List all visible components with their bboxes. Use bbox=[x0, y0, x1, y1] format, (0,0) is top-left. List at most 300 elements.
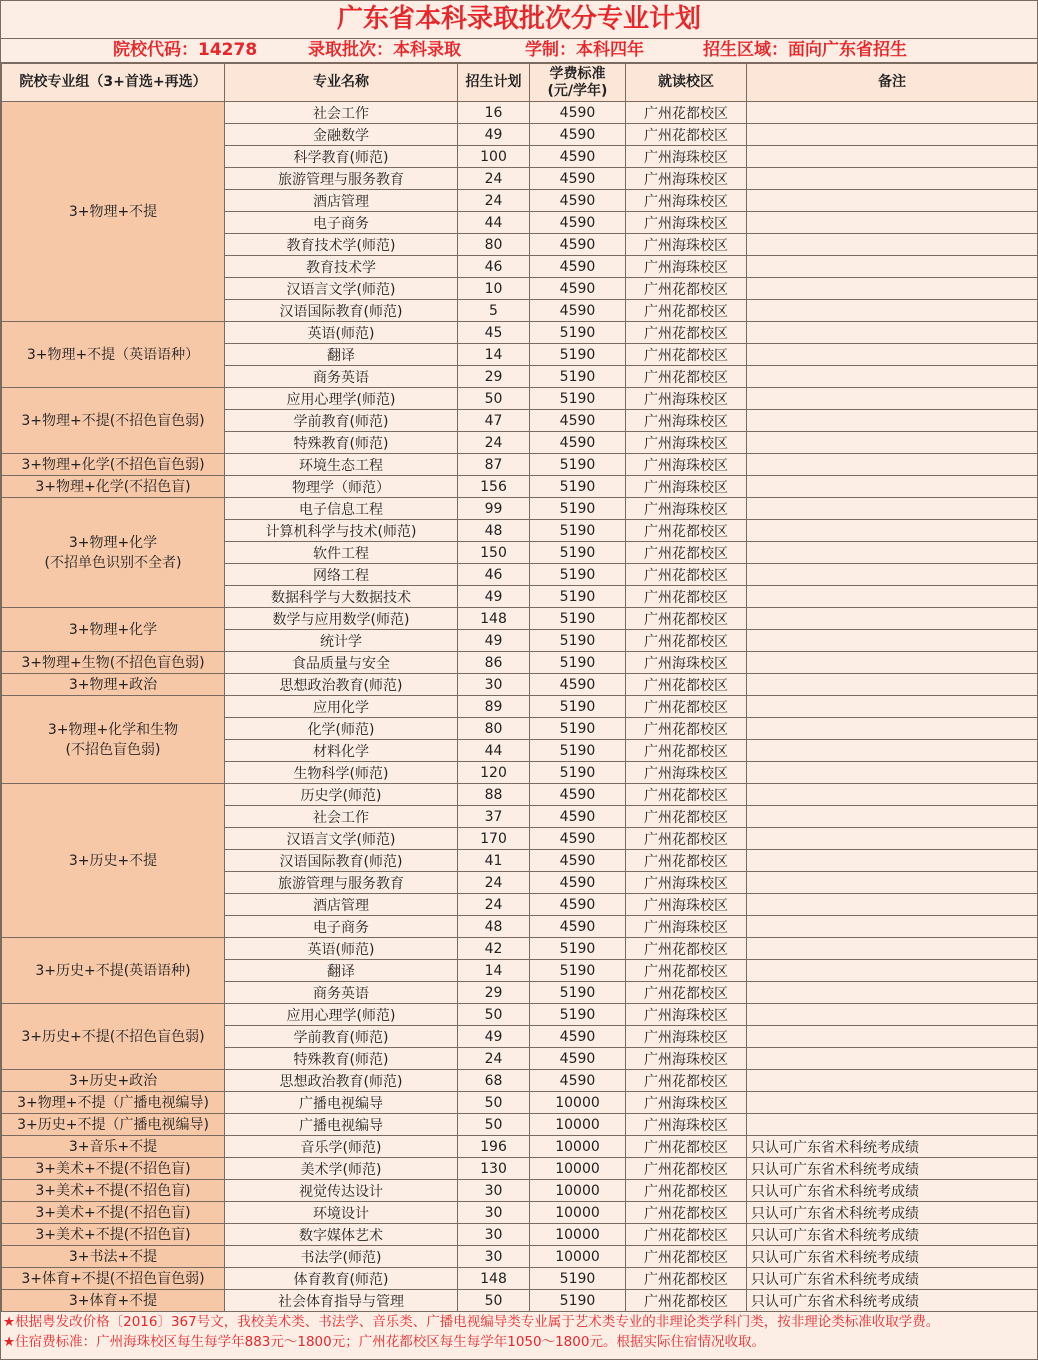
campus-cell: 广州花都校区 bbox=[626, 1180, 747, 1202]
note-cell bbox=[747, 124, 1038, 146]
note-cell bbox=[747, 762, 1038, 784]
fee-cell: 5190 bbox=[530, 938, 626, 960]
note-cell bbox=[747, 190, 1038, 212]
campus-cell: 广州海珠校区 bbox=[626, 256, 747, 278]
major-cell: 特殊教育(师范) bbox=[225, 1048, 458, 1070]
fee-cell: 4590 bbox=[530, 894, 626, 916]
table-row bbox=[2, 1268, 1038, 1290]
note-cell bbox=[747, 432, 1038, 454]
campus-cell: 广州海珠校区 bbox=[626, 454, 747, 476]
group-cell: 3+物理+化学和生物 (不招色盲色弱) bbox=[2, 696, 225, 784]
major-cell: 电子商务 bbox=[225, 916, 458, 938]
group-cell: 3+音乐+不提 bbox=[2, 1136, 225, 1158]
fee-cell: 4590 bbox=[530, 674, 626, 696]
plan-cell: 130 bbox=[458, 1158, 530, 1180]
fee-cell: 5190 bbox=[530, 520, 626, 542]
campus-cell: 广州花都校区 bbox=[626, 696, 747, 718]
plan-cell: 30 bbox=[458, 1246, 530, 1268]
campus-cell: 广州海珠校区 bbox=[626, 894, 747, 916]
plan-cell: 86 bbox=[458, 652, 530, 674]
header-fee bbox=[530, 64, 626, 102]
note-cell: 只认可广东省术科统考成绩 bbox=[747, 1202, 1038, 1224]
table-row bbox=[2, 1202, 1038, 1224]
major-cell: 软件工程 bbox=[225, 542, 458, 564]
major-cell: 数字媒体艺术 bbox=[225, 1224, 458, 1246]
note-cell bbox=[747, 1092, 1038, 1114]
table-header-row bbox=[2, 64, 1038, 102]
fee-cell: 5190 bbox=[530, 498, 626, 520]
major-cell: 汉语言文学(师范) bbox=[225, 828, 458, 850]
fee-cell: 5190 bbox=[530, 366, 626, 388]
note-cell bbox=[747, 916, 1038, 938]
fee-cell: 5190 bbox=[530, 608, 626, 630]
campus-cell: 广州海珠校区 bbox=[626, 476, 747, 498]
enrollment-region: 招生区域：面向广东省招生 bbox=[703, 40, 907, 60]
major-cell: 电子信息工程 bbox=[225, 498, 458, 520]
plan-cell: 49 bbox=[458, 586, 530, 608]
campus-cell: 广州花都校区 bbox=[626, 1136, 747, 1158]
plan-cell: 24 bbox=[458, 1048, 530, 1070]
note-cell bbox=[747, 146, 1038, 168]
fee-cell: 10000 bbox=[530, 1158, 626, 1180]
campus-cell: 广州花都校区 bbox=[626, 586, 747, 608]
fee-cell: 4590 bbox=[530, 784, 626, 806]
fee-cell: 4590 bbox=[530, 300, 626, 322]
plan-cell: 30 bbox=[458, 1224, 530, 1246]
note-cell bbox=[747, 850, 1038, 872]
major-cell: 视觉传达设计 bbox=[225, 1180, 458, 1202]
plan-cell: 41 bbox=[458, 850, 530, 872]
group-cell: 3+历史+不提 bbox=[2, 784, 225, 938]
campus-cell: 广州花都校区 bbox=[626, 938, 747, 960]
note-cell: 只认可广东省术科统考成绩 bbox=[747, 1180, 1038, 1202]
campus-cell: 广州海珠校区 bbox=[626, 168, 747, 190]
group-cell: 3+物理+化学 bbox=[2, 608, 225, 652]
fee-cell: 10000 bbox=[530, 1202, 626, 1224]
table-row bbox=[2, 1092, 1038, 1114]
plan-cell: 50 bbox=[458, 1004, 530, 1026]
table-row bbox=[2, 1290, 1038, 1312]
plan-cell: 14 bbox=[458, 960, 530, 982]
group-cell: 3+物理+不提(不招色盲色弱) bbox=[2, 388, 225, 454]
campus-cell: 广州花都校区 bbox=[626, 124, 747, 146]
campus-cell: 广州海珠校区 bbox=[626, 1004, 747, 1026]
header-fee-line1: 学费标准 bbox=[549, 65, 606, 82]
plan-cell: 44 bbox=[458, 740, 530, 762]
plan-cell: 148 bbox=[458, 608, 530, 630]
plan-cell: 16 bbox=[458, 102, 530, 124]
plan-cell: 29 bbox=[458, 366, 530, 388]
plan-cell: 148 bbox=[458, 1268, 530, 1290]
plan-cell: 45 bbox=[458, 322, 530, 344]
campus-cell: 广州花都校区 bbox=[626, 1290, 747, 1312]
campus-cell: 广州花都校区 bbox=[626, 542, 747, 564]
note-cell bbox=[747, 1070, 1038, 1092]
group-cell: 3+书法+不提 bbox=[2, 1246, 225, 1268]
table-row bbox=[2, 322, 1038, 344]
major-cell: 音乐学(师范) bbox=[225, 1136, 458, 1158]
table-row bbox=[2, 1180, 1038, 1202]
plan-cell: 99 bbox=[458, 498, 530, 520]
plan-cell: 24 bbox=[458, 894, 530, 916]
campus-cell: 广州海珠校区 bbox=[626, 498, 747, 520]
note-cell bbox=[747, 322, 1038, 344]
header-fee-line2: (元/学年) bbox=[547, 82, 608, 99]
major-cell: 计算机科学与技术(师范) bbox=[225, 520, 458, 542]
note-cell bbox=[747, 256, 1038, 278]
plan-cell: 24 bbox=[458, 432, 530, 454]
note-cell bbox=[747, 410, 1038, 432]
major-cell: 物理学（师范） bbox=[225, 476, 458, 498]
fee-cell: 5190 bbox=[530, 740, 626, 762]
group-cell: 3+物理+化学(不招色盲) bbox=[2, 476, 225, 498]
group-cell: 3+物理+化学(不招色盲色弱) bbox=[2, 454, 225, 476]
note-cell bbox=[747, 652, 1038, 674]
campus-cell: 广州花都校区 bbox=[626, 982, 747, 1004]
fee-cell: 5190 bbox=[530, 322, 626, 344]
major-cell: 商务英语 bbox=[225, 982, 458, 1004]
fee-cell: 10000 bbox=[530, 1180, 626, 1202]
major-cell: 汉语国际教育(师范) bbox=[225, 300, 458, 322]
major-cell: 特殊教育(师范) bbox=[225, 432, 458, 454]
major-cell: 思想政治教育(师范) bbox=[225, 1070, 458, 1092]
major-cell: 应用心理学(师范) bbox=[225, 1004, 458, 1026]
campus-cell: 广州海珠校区 bbox=[626, 1048, 747, 1070]
campus-cell: 广州花都校区 bbox=[626, 740, 747, 762]
plan-cell: 14 bbox=[458, 344, 530, 366]
plan-cell: 80 bbox=[458, 718, 530, 740]
note-cell bbox=[747, 542, 1038, 564]
major-cell: 社会工作 bbox=[225, 806, 458, 828]
group-cell: 3+历史+政治 bbox=[2, 1070, 225, 1092]
group-cell: 3+物理+不提 bbox=[2, 102, 225, 322]
note-cell bbox=[747, 740, 1038, 762]
major-cell: 科学教育(师范) bbox=[225, 146, 458, 168]
note-cell: 只认可广东省术科统考成绩 bbox=[747, 1158, 1038, 1180]
fee-cell: 4590 bbox=[530, 124, 626, 146]
major-cell: 金融数学 bbox=[225, 124, 458, 146]
fee-cell: 10000 bbox=[530, 1092, 626, 1114]
major-cell: 酒店管理 bbox=[225, 894, 458, 916]
note-cell bbox=[747, 388, 1038, 410]
campus-cell: 广州海珠校区 bbox=[626, 432, 747, 454]
group-cell: 3+历史+不提(英语语种) bbox=[2, 938, 225, 1004]
note-cell bbox=[747, 674, 1038, 696]
campus-cell: 广州海珠校区 bbox=[626, 872, 747, 894]
major-cell: 酒店管理 bbox=[225, 190, 458, 212]
plan-cell: 88 bbox=[458, 784, 530, 806]
fee-cell: 4590 bbox=[530, 256, 626, 278]
note-cell bbox=[747, 630, 1038, 652]
table-row bbox=[2, 102, 1038, 124]
fee-cell: 5190 bbox=[530, 564, 626, 586]
note-cell bbox=[747, 564, 1038, 586]
major-cell: 数学与应用数学(师范) bbox=[225, 608, 458, 630]
plan-cell: 29 bbox=[458, 982, 530, 1004]
campus-cell: 广州花都校区 bbox=[626, 322, 747, 344]
fee-cell: 5190 bbox=[530, 476, 626, 498]
major-cell: 英语(师范) bbox=[225, 938, 458, 960]
campus-cell: 广州海珠校区 bbox=[626, 388, 747, 410]
plan-table bbox=[1, 63, 1038, 1312]
fee-cell: 4590 bbox=[530, 1026, 626, 1048]
note-cell bbox=[747, 278, 1038, 300]
table-row bbox=[2, 476, 1038, 498]
campus-cell: 广州花都校区 bbox=[626, 960, 747, 982]
fee-cell: 5190 bbox=[530, 1290, 626, 1312]
major-cell: 应用化学 bbox=[225, 696, 458, 718]
note-cell: 只认可广东省术科统考成绩 bbox=[747, 1290, 1038, 1312]
plan-cell: 156 bbox=[458, 476, 530, 498]
note-cell bbox=[747, 476, 1038, 498]
campus-cell: 广州花都校区 bbox=[626, 784, 747, 806]
fee-cell: 10000 bbox=[530, 1224, 626, 1246]
plan-cell: 37 bbox=[458, 806, 530, 828]
major-cell: 学前教育(师范) bbox=[225, 410, 458, 432]
header-group: 院校专业组（3+首选+再选） bbox=[2, 64, 225, 102]
campus-cell: 广州花都校区 bbox=[626, 278, 747, 300]
major-cell: 环境生态工程 bbox=[225, 454, 458, 476]
plan-cell: 120 bbox=[458, 762, 530, 784]
group-cell: 3+物理+化学 (不招单色识别不全者) bbox=[2, 498, 225, 608]
plan-cell: 50 bbox=[458, 1114, 530, 1136]
fee-cell: 4590 bbox=[530, 872, 626, 894]
plan-cell: 80 bbox=[458, 234, 530, 256]
campus-cell: 广州海珠校区 bbox=[626, 146, 747, 168]
table-row bbox=[2, 1004, 1038, 1026]
major-cell: 翻译 bbox=[225, 960, 458, 982]
footer-note-dorm: ★住宿费标准：广州海珠校区每生每学年883元～1800元；广州花都校区每生每学年1050～1800元。根据实际住宿情况收取。 bbox=[3, 1334, 765, 1350]
campus-cell: 广州花都校区 bbox=[626, 608, 747, 630]
note-cell bbox=[747, 982, 1038, 1004]
major-cell: 应用心理学(师范) bbox=[225, 388, 458, 410]
campus-cell: 广州海珠校区 bbox=[626, 190, 747, 212]
group-cell: 3+历史+不提(不招色盲色弱) bbox=[2, 1004, 225, 1070]
fee-cell: 4590 bbox=[530, 410, 626, 432]
plan-cell: 49 bbox=[458, 124, 530, 146]
group-cell: 3+体育+不提 bbox=[2, 1290, 225, 1312]
plan-cell: 24 bbox=[458, 872, 530, 894]
major-cell: 社会工作 bbox=[225, 102, 458, 124]
fee-cell: 4590 bbox=[530, 102, 626, 124]
major-cell: 英语(师范) bbox=[225, 322, 458, 344]
plan-cell: 30 bbox=[458, 1202, 530, 1224]
plan-cell: 46 bbox=[458, 564, 530, 586]
campus-cell: 广州花都校区 bbox=[626, 828, 747, 850]
note-cell bbox=[747, 718, 1038, 740]
plan-cell: 50 bbox=[458, 1290, 530, 1312]
fee-cell: 10000 bbox=[530, 1114, 626, 1136]
note-cell bbox=[747, 784, 1038, 806]
note-cell bbox=[747, 1114, 1038, 1136]
note-cell bbox=[747, 872, 1038, 894]
group-cell: 3+物理+政治 bbox=[2, 674, 225, 696]
fee-cell: 5190 bbox=[530, 586, 626, 608]
campus-cell: 广州花都校区 bbox=[626, 1246, 747, 1268]
campus-cell: 广州花都校区 bbox=[626, 718, 747, 740]
major-cell: 广播电视编导 bbox=[225, 1114, 458, 1136]
major-cell: 体育教育(师范) bbox=[225, 1268, 458, 1290]
table-row bbox=[2, 938, 1038, 960]
fee-cell: 5190 bbox=[530, 1004, 626, 1026]
major-cell: 旅游管理与服务教育 bbox=[225, 168, 458, 190]
plan-table-body bbox=[2, 102, 1038, 1312]
table-row bbox=[2, 1246, 1038, 1268]
campus-cell: 广州花都校区 bbox=[626, 564, 747, 586]
fee-cell: 5190 bbox=[530, 344, 626, 366]
major-cell: 网络工程 bbox=[225, 564, 458, 586]
fee-cell: 4590 bbox=[530, 278, 626, 300]
campus-cell: 广州海珠校区 bbox=[626, 916, 747, 938]
campus-cell: 广州花都校区 bbox=[626, 1202, 747, 1224]
major-cell: 广播电视编导 bbox=[225, 1092, 458, 1114]
group-cell: 3+美术+不提(不招色盲) bbox=[2, 1202, 225, 1224]
group-cell: 3+体育+不提(不招色盲色弱) bbox=[2, 1268, 225, 1290]
group-cell: 3+物理+不提（广播电视编导) bbox=[2, 1092, 225, 1114]
fee-cell: 5190 bbox=[530, 718, 626, 740]
fee-cell: 4590 bbox=[530, 828, 626, 850]
major-cell: 汉语国际教育(师范) bbox=[225, 850, 458, 872]
table-row bbox=[2, 1224, 1038, 1246]
plan-cell: 24 bbox=[458, 168, 530, 190]
table-row bbox=[2, 1158, 1038, 1180]
major-cell: 书法学(师范) bbox=[225, 1246, 458, 1268]
study-duration: 学制：本科四年 bbox=[525, 40, 644, 60]
footer-notes bbox=[1, 1312, 1037, 1352]
fee-cell: 4590 bbox=[530, 432, 626, 454]
campus-cell: 广州海珠校区 bbox=[626, 1092, 747, 1114]
table-row bbox=[2, 652, 1038, 674]
major-cell: 教育技术学 bbox=[225, 256, 458, 278]
note-cell: 只认可广东省术科统考成绩 bbox=[747, 1246, 1038, 1268]
table-row bbox=[2, 1070, 1038, 1092]
note-cell bbox=[747, 212, 1038, 234]
note-cell bbox=[747, 806, 1038, 828]
table-row bbox=[2, 388, 1038, 410]
note-cell: 只认可广东省术科统考成绩 bbox=[747, 1224, 1038, 1246]
note-cell bbox=[747, 608, 1038, 630]
fee-cell: 4590 bbox=[530, 212, 626, 234]
fee-cell: 10000 bbox=[530, 1136, 626, 1158]
campus-cell: 广州海珠校区 bbox=[626, 1026, 747, 1048]
plan-cell: 50 bbox=[458, 1092, 530, 1114]
note-cell bbox=[747, 168, 1038, 190]
campus-cell: 广州花都校区 bbox=[626, 630, 747, 652]
fee-cell: 5190 bbox=[530, 960, 626, 982]
campus-cell: 广州花都校区 bbox=[626, 1070, 747, 1092]
note-cell: 只认可广东省术科统考成绩 bbox=[747, 1268, 1038, 1290]
header-note: 备注 bbox=[747, 64, 1038, 102]
note-cell bbox=[747, 586, 1038, 608]
group-cell: 3+美术+不提(不招色盲) bbox=[2, 1180, 225, 1202]
plan-cell: 47 bbox=[458, 410, 530, 432]
note-cell bbox=[747, 1004, 1038, 1026]
table-row bbox=[2, 1114, 1038, 1136]
header-major: 专业名称 bbox=[225, 64, 458, 102]
fee-cell: 4590 bbox=[530, 806, 626, 828]
major-cell: 翻译 bbox=[225, 344, 458, 366]
major-cell: 化学(师范) bbox=[225, 718, 458, 740]
plan-cell: 49 bbox=[458, 630, 530, 652]
school-code: 院校代码：14278 bbox=[113, 40, 258, 60]
table-row bbox=[2, 608, 1038, 630]
plan-cell: 48 bbox=[458, 916, 530, 938]
note-cell bbox=[747, 520, 1038, 542]
major-cell: 美术学(师范) bbox=[225, 1158, 458, 1180]
campus-cell: 广州花都校区 bbox=[626, 850, 747, 872]
table-row bbox=[2, 1136, 1038, 1158]
table-row bbox=[2, 674, 1038, 696]
group-cell: 3+历史+不提（广播电视编导) bbox=[2, 1114, 225, 1136]
major-cell: 统计学 bbox=[225, 630, 458, 652]
plan-cell: 24 bbox=[458, 190, 530, 212]
major-cell: 环境设计 bbox=[225, 1202, 458, 1224]
plan-cell: 46 bbox=[458, 256, 530, 278]
fee-cell: 5190 bbox=[530, 388, 626, 410]
major-cell: 生物科学(师范) bbox=[225, 762, 458, 784]
fee-cell: 5190 bbox=[530, 982, 626, 1004]
note-cell bbox=[747, 454, 1038, 476]
note-cell: 只认可广东省术科统考成绩 bbox=[747, 1136, 1038, 1158]
campus-cell: 广州海珠校区 bbox=[626, 762, 747, 784]
campus-cell: 广州花都校区 bbox=[626, 1224, 747, 1246]
plan-cell: 68 bbox=[458, 1070, 530, 1092]
campus-cell: 广州海珠校区 bbox=[626, 234, 747, 256]
campus-cell: 广州海珠校区 bbox=[626, 410, 747, 432]
campus-cell: 广州海珠校区 bbox=[626, 652, 747, 674]
fee-cell: 10000 bbox=[530, 1246, 626, 1268]
note-cell bbox=[747, 960, 1038, 982]
note-cell bbox=[747, 102, 1038, 124]
major-cell: 食品质量与安全 bbox=[225, 652, 458, 674]
plan-cell: 5 bbox=[458, 300, 530, 322]
fee-cell: 5190 bbox=[530, 454, 626, 476]
campus-cell: 广州海珠校区 bbox=[626, 1114, 747, 1136]
major-cell: 汉语言文学(师范) bbox=[225, 278, 458, 300]
note-cell bbox=[747, 828, 1038, 850]
major-cell: 社会体育指导与管理 bbox=[225, 1290, 458, 1312]
campus-cell: 广州花都校区 bbox=[626, 344, 747, 366]
plan-cell: 42 bbox=[458, 938, 530, 960]
major-cell: 数据科学与大数据技术 bbox=[225, 586, 458, 608]
plan-cell: 30 bbox=[458, 1180, 530, 1202]
note-cell bbox=[747, 234, 1038, 256]
major-cell: 电子商务 bbox=[225, 212, 458, 234]
header-plan: 招生计划 bbox=[458, 64, 530, 102]
campus-cell: 广州花都校区 bbox=[626, 300, 747, 322]
campus-cell: 广州花都校区 bbox=[626, 1158, 747, 1180]
note-cell bbox=[747, 1026, 1038, 1048]
plan-cell: 196 bbox=[458, 1136, 530, 1158]
fee-cell: 5190 bbox=[530, 1268, 626, 1290]
campus-cell: 广州花都校区 bbox=[626, 1268, 747, 1290]
plan-cell: 150 bbox=[458, 542, 530, 564]
plan-cell: 50 bbox=[458, 388, 530, 410]
note-cell bbox=[747, 344, 1038, 366]
major-cell: 思想政治教育(师范) bbox=[225, 674, 458, 696]
table-row bbox=[2, 784, 1038, 806]
fee-cell: 4590 bbox=[530, 168, 626, 190]
major-cell: 教育技术学(师范) bbox=[225, 234, 458, 256]
fee-cell: 4590 bbox=[530, 146, 626, 168]
plan-cell: 10 bbox=[458, 278, 530, 300]
info-bar bbox=[1, 39, 1037, 63]
note-cell bbox=[747, 1048, 1038, 1070]
major-cell: 历史学(师范) bbox=[225, 784, 458, 806]
group-cell: 3+美术+不提(不招色盲) bbox=[2, 1224, 225, 1246]
plan-cell: 87 bbox=[458, 454, 530, 476]
major-cell: 旅游管理与服务教育 bbox=[225, 872, 458, 894]
